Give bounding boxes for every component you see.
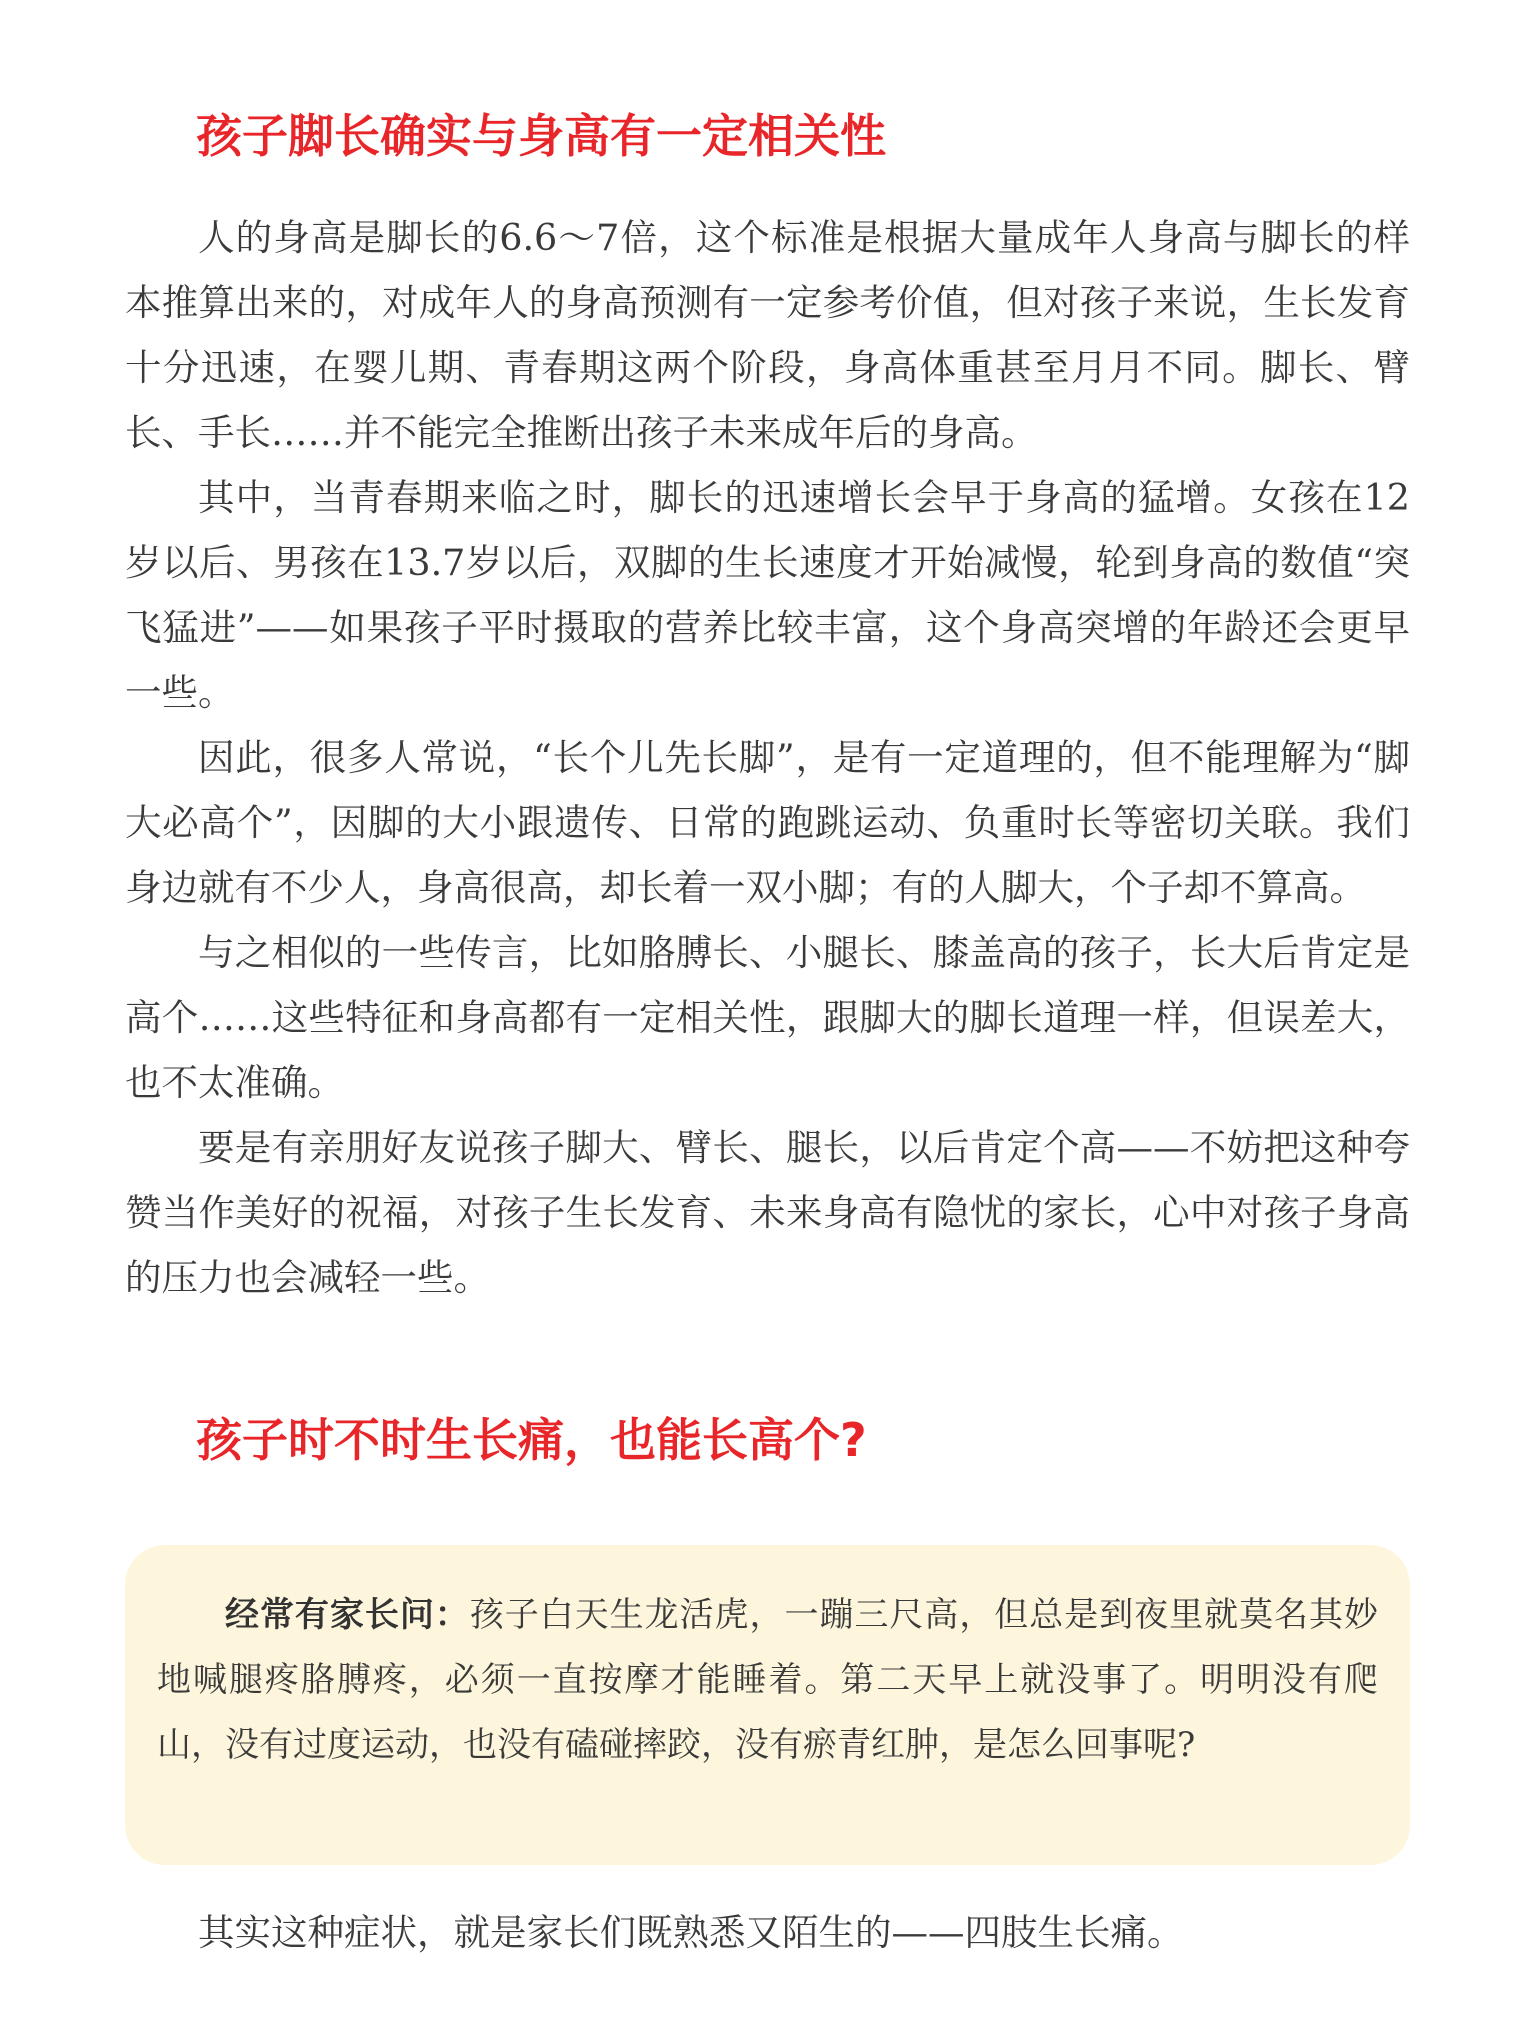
- body-paragraph: 其中，当青春期来临之时，脚长的迅速增长会早于身高的猛增。女孩在12岁以后、男孩在13.7岁以后，双脚的生长速度才开始减慢，轮到身高的数值“突飞猛进”——如果孩子平时摄取的营养比较丰富，这个身高突增的年龄还会更早一些。: [125, 476, 1410, 714]
- body-paragraph: 因此，很多人常说，“长个儿先长脚”，是有一定道理的，但不能理解为“脚大必高个”，因脚的大小跟遗传、日常的跑跳运动、负重时长等密切关联。我们身边就有不少人，身高很高，却长着一双小脚；有的人脚大，个子却不算高。: [125, 736, 1410, 909]
- parent-question-callout: [125, 1545, 1410, 1865]
- section-heading: 孩子脚长确实与身高有一定相关性: [196, 109, 886, 163]
- callout-paragraph: [157, 1583, 1378, 1778]
- callout-label: 经常有家长问：: [225, 1595, 470, 1635]
- closing-paragraph: 其实这种症状，就是家长们既熟悉又陌生的——四肢生长痛。: [198, 1911, 1184, 1954]
- body-paragraph: 与之相似的一些传言，比如胳膊长、小腿长、膝盖高的孩子，长大后肯定是高个……这些特征和身高都有一定相关性，跟脚大的脚长道理一样，但误差大，也不太准确。: [125, 931, 1410, 1104]
- body-paragraph: 要是有亲朋好友说孩子脚大、臂长、腿长，以后肯定个高——不妨把这种夸赞当作美好的祝福，对孩子生长发育、未来身高有隐忧的家长，心中对孩子身高的压力也会减轻一些。: [125, 1126, 1410, 1299]
- section-body: [125, 205, 1410, 1310]
- body-paragraph: 人的身高是脚长的6.6～7倍，这个标准是根据大量成年人身高与脚长的样本推算出来的，对成年人的身高预测有一定参考价值，但对孩子来说，生长发育十分迅速，在婴儿期、青春期这两个阶段，身高体重甚至月月不同。脚长、臂长、手长……并不能完全推断出孩子未来成年后的身高。: [125, 216, 1410, 454]
- section-heading: 孩子时不时生长痛，也能长高个?: [196, 1413, 867, 1467]
- callout-text: 孩子白天生龙活虎，一蹦三尺高，但总是到夜里就莫名其妙地喊腿疼胳膊疼，必须一直按摩才能睡着。第二天早上就没事了。明明没有爬山，没有过度运动，也没有磕碰摔跤，没有瘀青红肿，是怎么回事呢?: [157, 1595, 1378, 1765]
